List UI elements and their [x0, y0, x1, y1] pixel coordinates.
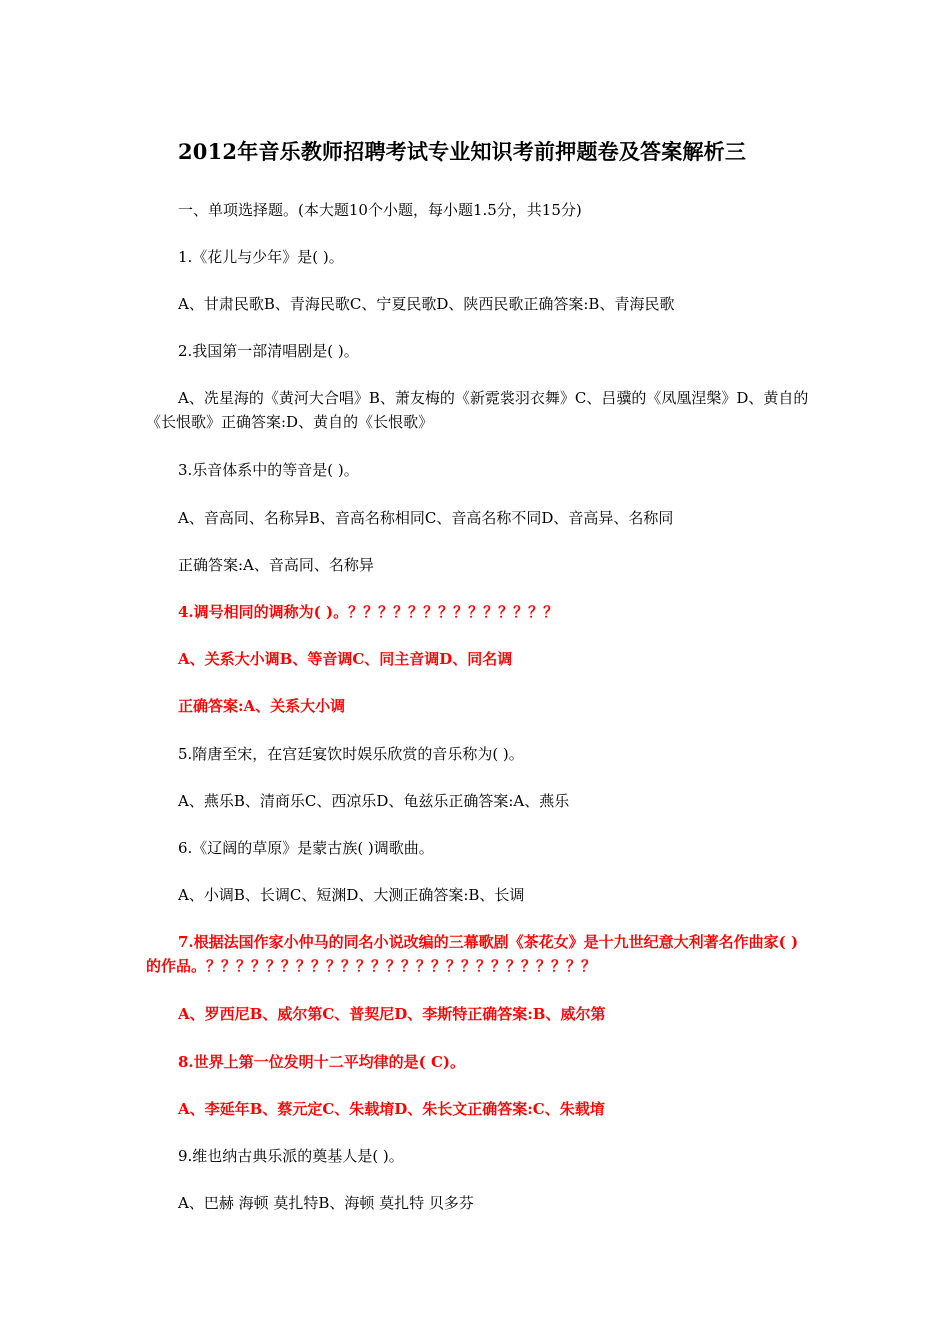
question-5-options: A、燕乐B、清商乐C、西凉乐D、龟兹乐正确答案:A、燕乐: [178, 792, 570, 810]
question-9: 9.维也纳古典乐派的奠基人是( )。: [178, 1147, 404, 1165]
question-3: 3.乐音体系中的等音是( )。: [178, 461, 359, 479]
question-8: 8.世界上第一位发明十二平均律的是( C)。: [178, 1053, 466, 1071]
section-heading: 一、单项选择题。(本大题10个小题，每小题1.5分，共15分): [178, 201, 582, 219]
question-9-options: A、巴赫 海顿 莫扎特B、海顿 莫扎特 贝多芬: [178, 1194, 474, 1212]
question-6: 6.《辽阔的草原》是蒙古族( )调歌曲。: [178, 839, 434, 857]
question-7-options: A、罗西尼B、威尔第C、普契尼D、李斯特正确答案:B、威尔第: [178, 1005, 606, 1023]
question-4: 4.调号相同的调称为( )。？？？？？？？？？？？？？？: [178, 603, 559, 621]
question-3-options: A、音高同、名称异B、音高名称相同C、音高名称不同D、音高异、名称同: [178, 509, 674, 527]
question-4-options: A、关系大小调B、等音调C、同主音调D、同名调: [178, 650, 513, 668]
question-5: 5.隋唐至宋，在宫廷宴饮时娱乐欣赏的音乐称为( )。: [178, 745, 524, 763]
document-title: 2012年音乐教师招聘考试专业知识考前押题卷及答案解析三: [178, 139, 747, 164]
question-4-answer: 正确答案:A、关系大小调: [178, 697, 346, 715]
question-6-options: A、小调B、长调C、短渊D、大测正确答案:B、长调: [178, 886, 525, 904]
question-1: 1.《花儿与少年》是( )。: [178, 248, 344, 266]
question-1-options: A、甘肃民歌B、青海民歌C、宁夏民歌D、陕西民歌正确答案:B、青海民歌: [178, 295, 675, 313]
question-2-options: A、冼星海的《黄河大合唱》B、萧友梅的《新霓裳羽衣舞》C、吕骥的《凤凰涅槃》D、黄自的《长恨歌》正确答案:D、黄自的《长恨歌》: [146, 389, 809, 431]
question-8-options: A、李延年B、蔡元定C、朱载堉D、朱长文正确答案:C、朱载堉: [178, 1100, 605, 1118]
question-7: 7.根据法国作家小仲马的同名小说改编的三幕歌剧《茶花女》是十九世纪意大利著名作曲家( )的作品。？？？？？？？？？？？？？？？？？？？？？？？？？？: [146, 933, 799, 975]
question-3-answer: 正确答案:A、音高同、名称异: [178, 556, 374, 574]
question-2: 2.我国第一部清唱剧是( )。: [178, 342, 359, 360]
